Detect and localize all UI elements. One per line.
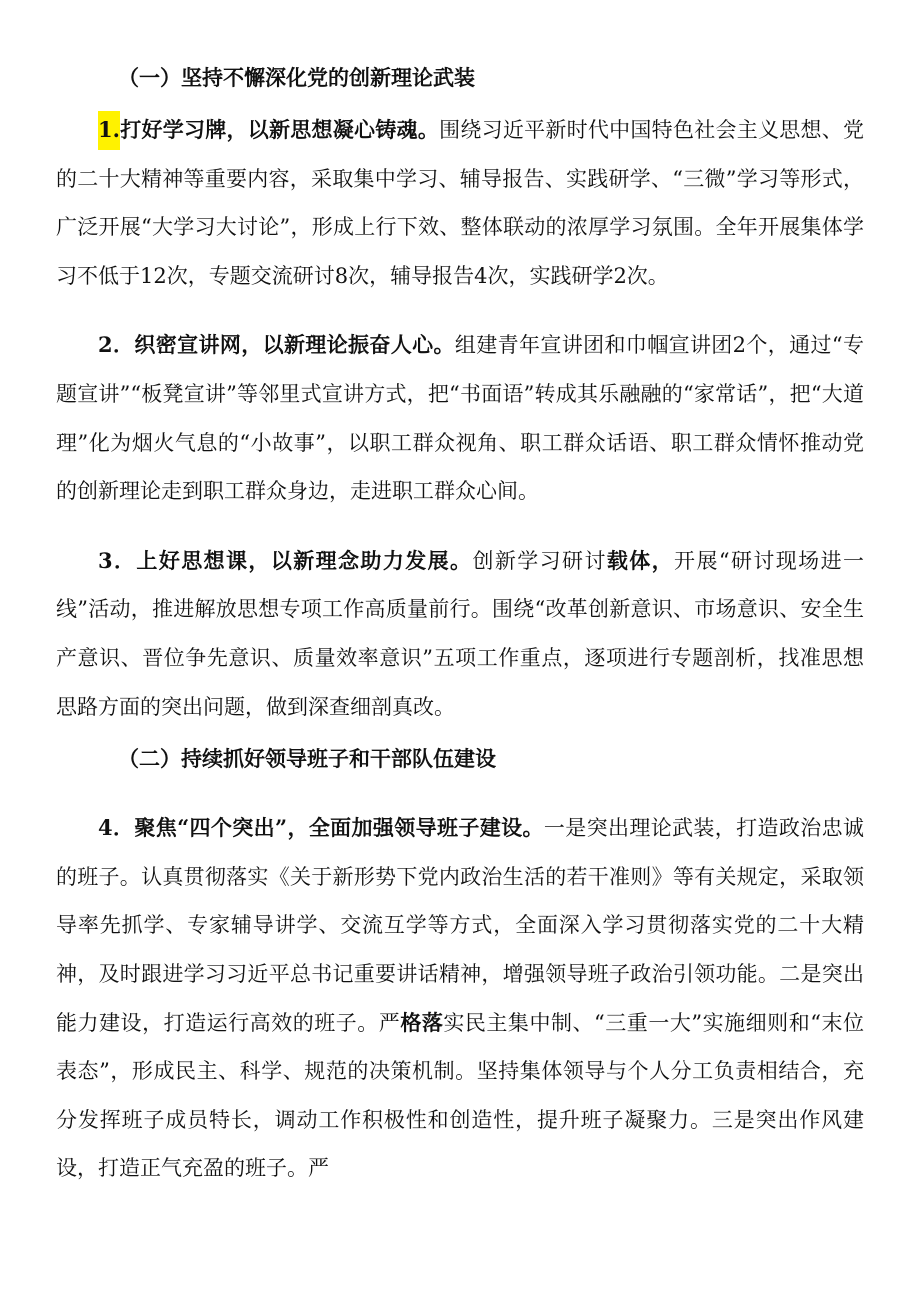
paragraph-body-bold: 载体， [606, 547, 675, 573]
paragraph-body: 实民主集中制、“三重一大”实施细则和“末位表态”，形成民主、科学、规范的决策机制。坚持集体领导与个人分工负责相结合，充分发挥班子成员特长，调动工作积极性和创造性，提升班子凝聚力。三是突出作风建设，打造正气充盈的班子。严 [56, 1010, 864, 1181]
paragraph-number: 2． [98, 332, 135, 358]
highlighted-number: 1. [98, 111, 120, 150]
paragraph-body: 组建青年宣讲团和巾帼宣讲团2个，通过“专题宣讲”“板凳宣讲”等邻里式宣讲方式，把“书面语”转成其乐融融的“家常话”，把“大道理”化为烟火气息的“小故事”，以职工群众视角、职工群众话语、职工群众情怀推动党的创新理论走到职工群众身边，走进职工群众心间。 [56, 333, 864, 504]
paragraph-lead: 聚焦“四个突出”，全面加强领导班子建设。 [134, 815, 544, 841]
section-heading-2: （二）持续抓好领导班子和干部队伍建设 [118, 746, 496, 772]
section-heading-1: （一）坚持不懈深化党的创新理论武装 [118, 65, 475, 90]
paragraph-2 [56, 321, 864, 515]
paragraph-number: 3． [98, 547, 137, 573]
paragraph-number: 4． [98, 815, 135, 841]
paragraph-lead: 打好学习牌，以新思想凝心铸魂。 [119, 117, 440, 142]
paragraph-3 [56, 537, 864, 731]
paragraph-body: 创新学习研讨 [472, 548, 607, 573]
paragraph-1 [56, 106, 864, 300]
paragraph-body: 一是突出理论武装，打造政治忠诚的班子。认真贯彻落实《关于新形势下党内政治生活的若干准则》等有关规定，采取领导率先抓学、专家辅导讲学、交流互学等方式，全面深入学习贯彻落实党的二十大精神，及时跟进学习习近平总书记重要讲话精神，增强领导班子政治引领功能。二是突出能力建设，打造运行高效的班子。严 [56, 816, 864, 1035]
paragraph-4 [56, 804, 864, 1193]
paragraph-body: 围绕习近平新时代中国特色社会主义思想、党的二十大精神等重要内容，采取集中学习、辅导报告、实践研学、“三微”学习等形式，广泛开展“大学习大讨论”，形成上行下效、整体联动的浓厚学习氛围。全年开展集体学习不低于12次，专题交流研讨8次，辅导报告4次，实践研学2次。 [56, 118, 865, 288]
paragraph-lead: 上好思想课，以新理念助力发展。 [136, 547, 473, 573]
paragraph-lead: 织密宣讲网，以新理论振奋人心。 [134, 332, 455, 358]
paragraph-body-bold: 格落 [400, 1009, 444, 1035]
document-page [56, 54, 864, 1197]
paragraph-body: 开展“研讨现场进一线”活动，推进解放思想专项工作高质量前行。围绕“改革创新意识、市场意识、安全生产意识、晋位争先意识、质量效率意识”五项工作重点，逐项进行专题剖析，找准思想思路方面的突出问题，做到深查细剖真改。 [56, 548, 864, 719]
